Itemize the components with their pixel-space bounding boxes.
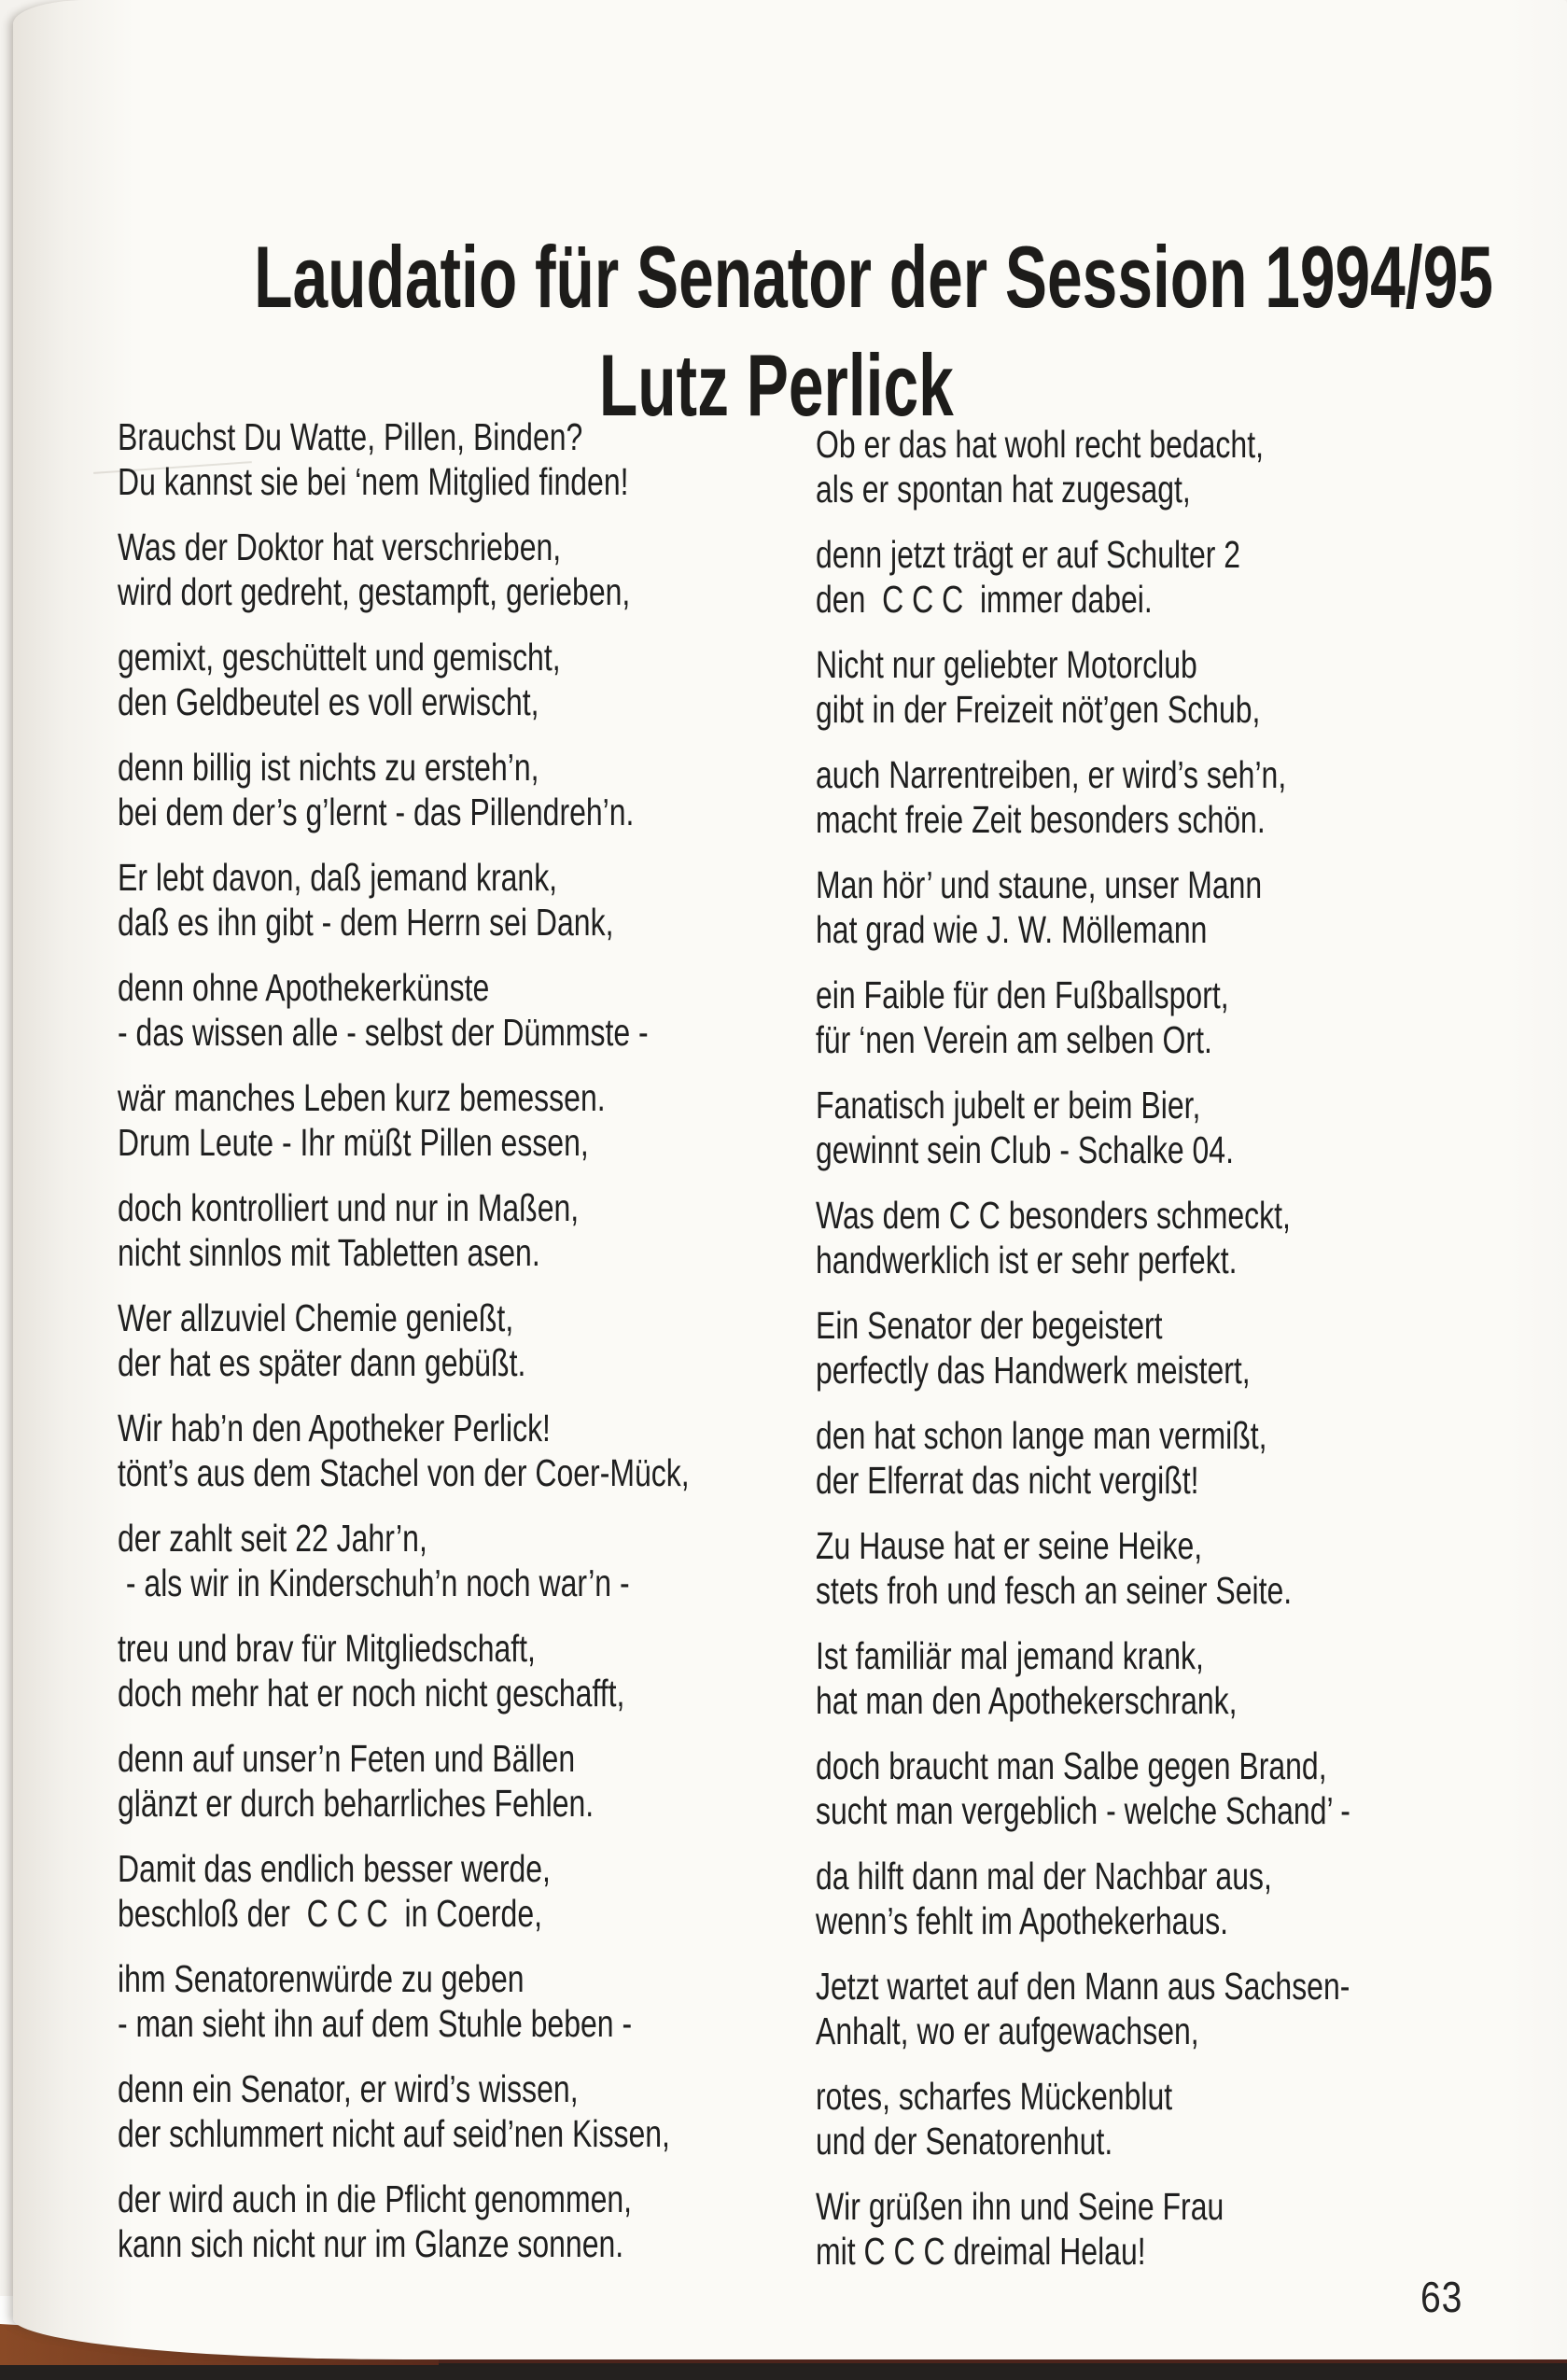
page-subtitle: Lutz Perlick — [598, 335, 954, 434]
stanza — [118, 745, 690, 834]
stanza — [118, 1736, 690, 1826]
verse-line: Nicht nur geliebter Motorclub — [816, 643, 1197, 686]
verse-line: bei dem der’s g’lernt - das Pillendreh’n. — [118, 791, 635, 833]
verse-line: Wir hab’n den Apotheker Perlick! — [118, 1407, 551, 1449]
stanza — [816, 1083, 1350, 1172]
stanza — [816, 862, 1350, 952]
stanza — [816, 532, 1350, 622]
stanza — [118, 1626, 690, 1715]
stanza — [118, 1295, 690, 1385]
verse-line: kann sich nicht nur im Glanze sonnen. — [118, 2222, 624, 2265]
stanza — [118, 414, 690, 504]
verse-line: Wir grüßen ihn und Seine Frau — [816, 2185, 1224, 2228]
verse-line: rotes, scharfes Mückenblut — [816, 2075, 1173, 2118]
stanza — [118, 1516, 690, 1605]
verse-line: treu und brav für Mitgliedschaft, — [118, 1627, 536, 1670]
poem-column-right — [816, 422, 1350, 2294]
verse-line: den Geldbeutel es voll erwischt, — [118, 680, 539, 723]
verse-line: doch braucht man Salbe gegen Brand, — [816, 1744, 1327, 1787]
stanza — [118, 1846, 690, 1936]
stanza — [816, 2074, 1350, 2163]
stanza — [118, 2177, 690, 2266]
verse-line: ihm Senatorenwürde zu geben — [118, 1957, 525, 2000]
verse-line: da hilft dann mal der Nachbar aus, — [816, 1855, 1272, 1897]
stanza — [118, 855, 690, 945]
verse-line: sucht man vergeblich - welche Schand’ - — [816, 1789, 1350, 1832]
verse-line: denn jetzt trägt er auf Schulter 2 — [816, 533, 1241, 576]
verse-line: - das wissen alle - selbst der Dümmste - — [118, 1011, 649, 1054]
stanza — [118, 1075, 690, 1165]
stanza — [816, 752, 1350, 842]
stanza — [118, 2066, 690, 2156]
verse-line: gemixt, geschüttelt und gemischt, — [118, 636, 561, 679]
page-title: Laudatio für Senator der Session 1994/95 — [254, 227, 1493, 326]
verse-line: auch Narrentreiben, er wird’s seh’n, — [816, 753, 1287, 796]
verse-line: macht freie Zeit besonders schön. — [816, 798, 1266, 841]
verse-line: wenn’s fehlt im Apothekerhaus. — [816, 1899, 1229, 1942]
verse-line: hat grad wie J. W. Möllemann — [816, 908, 1208, 951]
verse-line: der hat es später dann gebüßt. — [118, 1341, 526, 1384]
verse-line: wär manches Leben kurz bemessen. — [118, 1076, 606, 1119]
stanza — [816, 1523, 1350, 1613]
stanza — [816, 973, 1350, 1062]
verse-line: tönt’s aus dem Stachel von der Coer-Mück, — [118, 1451, 690, 1494]
poem-column-left — [118, 414, 690, 2287]
verse-line: stets froh und fesch an seiner Seite. — [816, 1569, 1293, 1612]
stanza — [118, 635, 690, 724]
verse-line: - man sieht ihn auf dem Stuhle beben - — [118, 2002, 633, 2045]
stanza — [816, 1413, 1350, 1503]
verse-line: Zu Hause hat er seine Heike, — [816, 1524, 1203, 1567]
stanza — [816, 1854, 1350, 1943]
verse-line: Jetzt wartet auf den Mann aus Sachsen- — [816, 1965, 1350, 2008]
stanza — [816, 2184, 1350, 2274]
stanza — [118, 1185, 690, 1275]
verse-line: mit C C C dreimal Helau! — [816, 2230, 1146, 2273]
verse-line: den C C C immer dabei. — [816, 578, 1153, 621]
stanza — [816, 1303, 1350, 1393]
verse-line: Damit das endlich besser werde, — [118, 1847, 551, 1890]
verse-line: daß es ihn gibt - dem Herrn sei Dank, — [118, 901, 614, 944]
stanza — [816, 422, 1350, 511]
verse-line: Ob er das hat wohl recht bedacht, — [816, 423, 1264, 466]
verse-line: der wird auch in die Pflicht genommen, — [118, 2177, 633, 2220]
verse-line: - als wir in Kinderschuh’n noch war’n - — [118, 1561, 630, 1604]
verse-line: der zahlt seit 22 Jahr’n, — [118, 1517, 427, 1560]
stanza — [816, 1193, 1350, 1282]
verse-line: denn auf unser’n Feten und Bällen — [118, 1737, 576, 1780]
verse-line: nicht sinnlos mit Tabletten asen. — [118, 1231, 540, 1274]
verse-line: Was der Doktor hat verschrieben, — [118, 525, 562, 568]
verse-line: hat man den Apothekerschrank, — [816, 1679, 1238, 1722]
verse-line: Ein Senator der begeistert — [816, 1304, 1163, 1347]
verse-line: denn billig ist nichts zu ersteh’n, — [118, 746, 539, 789]
verse-line: denn ohne Apothekerkünste — [118, 966, 490, 1009]
stanza — [816, 1964, 1350, 2053]
verse-line: gibt in der Freizeit nöt’gen Schub, — [816, 688, 1261, 731]
verse-line: Was dem C C besonders schmeckt, — [816, 1194, 1291, 1237]
verse-line: Ist familiär mal jemand krank, — [816, 1634, 1204, 1677]
verse-line: Brauchst Du Watte, Pillen, Binden? — [118, 415, 583, 458]
stanza — [816, 1743, 1350, 1833]
verse-line: denn ein Senator, er wird’s wissen, — [118, 2067, 579, 2110]
stanza — [118, 1956, 690, 2046]
verse-line: Du kannst sie bei ‘nem Mitglied finden! — [118, 460, 629, 503]
verse-line: doch kontrolliert und nur in Maßen, — [118, 1186, 580, 1229]
verse-line: und der Senatorenhut. — [816, 2120, 1113, 2163]
verse-line: wird dort gedreht, gestampft, gerieben, — [118, 570, 631, 613]
stanza — [118, 965, 690, 1055]
verse-line: doch mehr hat er noch nicht geschafft, — [118, 1672, 625, 1715]
verse-line: Anhalt, wo er aufgewachsen, — [816, 2009, 1199, 2052]
verse-line: perfectly das Handwerk meistert, — [816, 1349, 1251, 1392]
page-title-block — [13, 223, 1539, 440]
verse-line: als er spontan hat zugesagt, — [816, 468, 1191, 511]
verse-line: glänzt er durch beharrliches Fehlen. — [118, 1782, 595, 1825]
verse-line: Man hör’ und staune, unser Mann — [816, 863, 1263, 906]
verse-line: Fanatisch jubelt er beim Bier, — [816, 1084, 1201, 1127]
stanza — [118, 1406, 690, 1495]
verse-line: handwerklich ist er sehr perfekt. — [816, 1239, 1238, 1281]
verse-line: ein Faible für den Fußballsport, — [816, 973, 1229, 1016]
page-number: 63 — [1420, 2273, 1463, 2321]
stanza — [816, 642, 1350, 732]
page — [13, 0, 1567, 2359]
verse-line: Drum Leute - Ihr müßt Pillen essen, — [118, 1121, 589, 1164]
verse-line: beschloß der C C C in Coerde, — [118, 1892, 543, 1935]
verse-line: für ‘nen Verein am selben Ort. — [816, 1018, 1212, 1061]
verse-line: gewinnt sein Club - Schalke 04. — [816, 1128, 1234, 1171]
verse-line: den hat schon lange man vermißt, — [816, 1414, 1267, 1457]
verse-line: Wer allzuviel Chemie genießt, — [118, 1296, 514, 1339]
verse-line: Er lebt davon, daß jemand krank, — [118, 856, 558, 899]
verse-line: der schlummert nicht auf seid’nen Kissen, — [118, 2112, 670, 2155]
stanza — [118, 525, 690, 614]
stanza — [816, 1633, 1350, 1723]
verse-line: der Elferrat das nicht vergißt! — [816, 1459, 1199, 1502]
